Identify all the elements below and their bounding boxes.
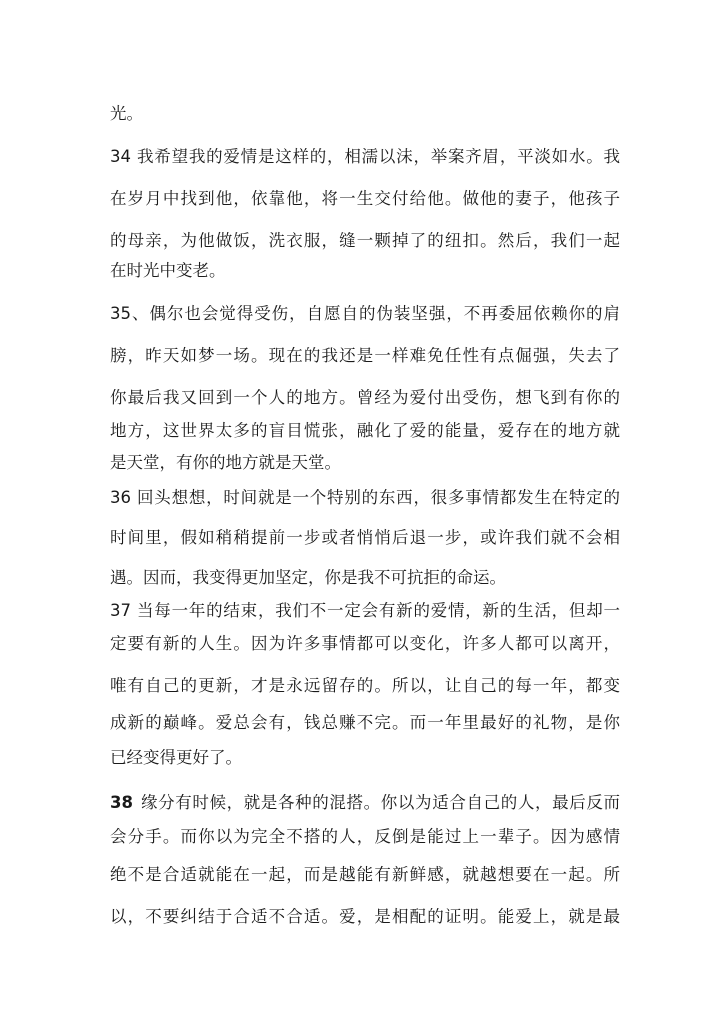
text-line: 在时光中变老。 <box>110 261 226 280</box>
text-line: 膀，昨天如梦一场。现在的我还是一样难免任性有点倔强，失去了 <box>110 346 620 365</box>
text-line: 在岁月中找到他，依靠他，将一生交付给他。做他的妻子，他孩子 <box>110 189 620 208</box>
text-line: 定要有新的人生。因为许多事情都可以变化，许多人都可以离开， <box>110 634 620 653</box>
text-line: 时间里，假如稍稍提前一步或者悄悄后退一步，或许我们就不会相 <box>110 528 620 547</box>
text-line: 已经变得更好了。 <box>110 748 242 767</box>
paragraph-number: 38 <box>110 793 133 812</box>
text-line: 你最后我又回到一个人的地方。曾经为爱付出受伤，想飞到有你的 <box>110 388 620 407</box>
text-line: 36 回头想想，时间就是一个特别的东西，很多事情都发生在特定的 <box>110 488 620 507</box>
text-line: 的母亲，为他做饭，洗衣服，缝一颗掉了的纽扣。然后，我们一起 <box>110 231 620 250</box>
text-line: 37 当每一年的结束，我们不一定会有新的爱情，新的生活，但却一 <box>110 601 620 620</box>
text-line: 是天堂，有你的地方就是天堂。 <box>110 453 341 472</box>
text-line: 35、偶尔也会觉得受伤，自愿自的伪装坚强，不再委屈依赖你的肩 <box>110 304 620 323</box>
text-line: 光。 <box>110 104 143 123</box>
text-line: 以，不要纠结于合适不合适。爱，是相配的证明。能爱上，就是最 <box>110 907 620 926</box>
text-line: 会分手。而你以为完全不搭的人，反倒是能过上一辈子。因为感情 <box>110 827 620 846</box>
paragraph-38-first-line <box>110 790 620 816</box>
text-line: 唯有自己的更新，才是永远留存的。所以，让自己的每一年，都变 <box>110 676 620 695</box>
text-line: 地方，这世界太多的盲目慌张，融化了爱的能量，爱存在的地方就 <box>110 421 620 440</box>
text-line: 成新的巅峰。爱总会有，钱总赚不完。而一年里最好的礼物，是你 <box>110 713 620 732</box>
text-line: 缘分有时候，就是各种的混搭。你以为适合自己的人，最后反而 <box>140 793 620 812</box>
text-line: 34 我希望我的爱情是这样的，相濡以沫，举案齐眉，平淡如水。我 <box>110 147 620 166</box>
text-line: 绝不是合适就能在一起，而是越能有新鲜感，就越想要在一起。所 <box>110 865 620 884</box>
text-line: 遇。因而，我变得更加坚定，你是我不可抗拒的命运。 <box>110 568 506 587</box>
